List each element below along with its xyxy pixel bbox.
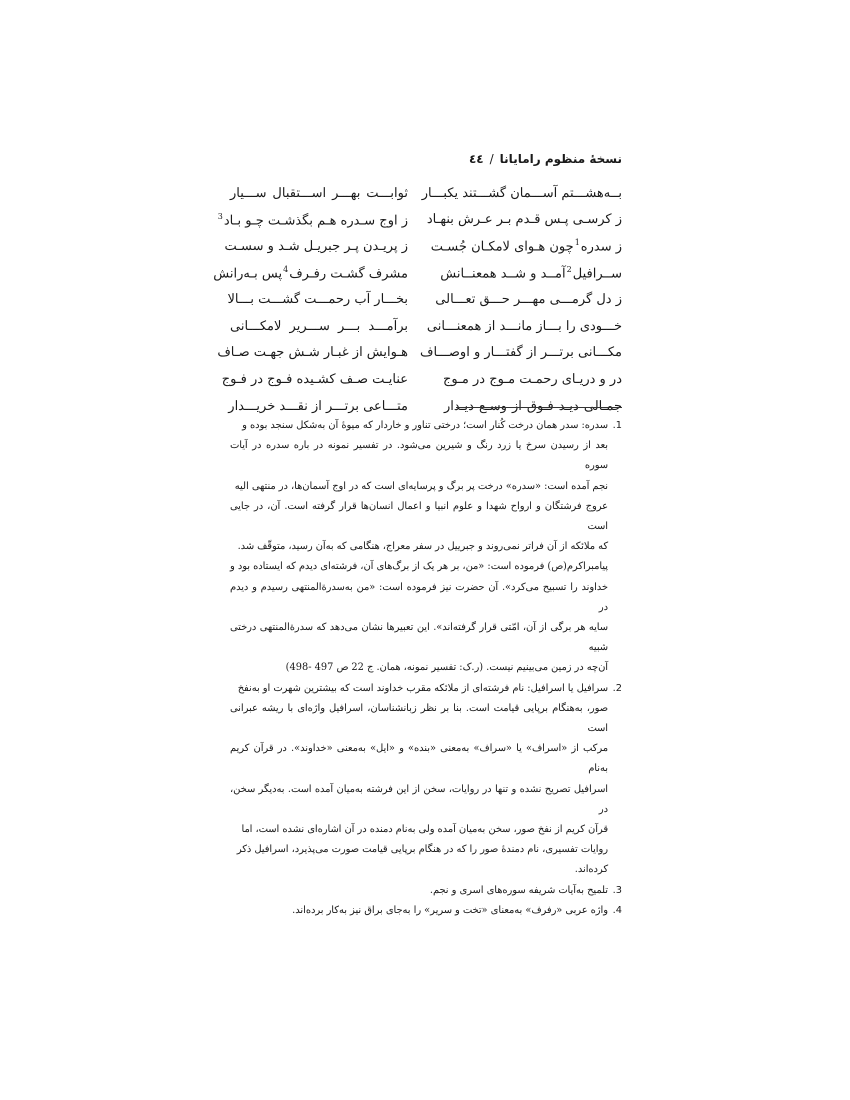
footnote-line: سرافیل یا اسرافیل: نام فرشته‌ای از ملائکه مقرب خداوند است که بیشترین شهرت او به‌نفخ	[237, 682, 608, 694]
hemistich-right: ز کرسـی پـس قـدم بـر عـرش بنهـاد	[426, 212, 622, 228]
footnote-line: روایات تفسیری، نام دمندهٔ صور را که در هنگام برپایی قیامت صورت می‌پذیرد، اسرافیل ذکر	[236, 844, 608, 856]
footnote-line: که ملائکه از آن فراتر نمی‌روند و جبرییل در سفر معراج، هنگامی که به‌آن رسید، متوقّف شد.	[237, 541, 608, 553]
hemistich-text-rest: چون هـوای لامکـان جُسـت	[430, 239, 574, 255]
footnote-ref-1[interactable]: 1	[574, 238, 580, 248]
hemistich-right: در و دریـای رحمـت مـوج در مـوج	[443, 371, 622, 387]
couplet-1	[230, 180, 622, 207]
hemistich-right: جمـالی دیـد فـوق از وسـع دیـدار	[444, 398, 622, 414]
footnote-number: 2.	[612, 682, 622, 694]
hemistich-right	[440, 264, 622, 282]
footnote-number: 1.	[612, 420, 622, 431]
hemistich-text: ز سدره	[580, 239, 622, 255]
couplet-5	[227, 286, 622, 313]
header-separator: /	[489, 152, 494, 166]
couplet-3	[224, 233, 622, 260]
book-title: نسخهٔ منظوم رامایانا	[499, 152, 622, 166]
footnote-line: نجم آمده است: «سدره» درخت پر برگ و پرسایه‌ای است که در اوج آسمان‌ها، در منتهی الیه	[234, 480, 608, 492]
footnote-1	[230, 416, 622, 679]
hemistich-left	[213, 264, 408, 282]
footnote-line: اسرافیل تصریح نشده و تنها در روایات، سخن از این فرشته به‌میان آمده است. به‌دیگر سخن، در	[230, 783, 608, 815]
footnote-line: عروج فرشتگان و ارواح شهدا و علوم انبیا و اعمال انسان‌ها قرار گرفته است. آن، در جایی است	[230, 500, 608, 533]
hemistich-left: برآمـــد بـــر ســـریر لامکـــانی	[230, 318, 408, 334]
poem	[213, 180, 622, 419]
footnote-line: سایه هر برگی از آن، امّتی قرار گرفته‌اند». این تعبیرها نشان می‌دهد که سدرةالمنتهی درختی شبیه	[230, 622, 608, 654]
hemistich-right: خـــودی را بـــاز مانـــد از همعنـــانی	[426, 318, 622, 334]
footnote-text	[230, 901, 608, 921]
hemistich-text: ز اوج سـدره هـم بگذشـت چـو بـاد	[223, 213, 408, 229]
hemistich-right: ز دل گرمـــی مهـــر حـــق تعـــالی	[435, 292, 622, 308]
footnote-number: 3.	[612, 884, 622, 896]
footnote-2	[230, 679, 622, 881]
hemistich-left: هـوایش از غبـار شـش جهـت صـاف	[217, 345, 408, 361]
page-number: ٤٤	[468, 152, 484, 166]
footnote-line: صور، به‌هنگام برپایی قیامت است. بنا بر نظر زبانشناسان، اسرافیل واژه‌ای با ریشه عبرانی است	[230, 702, 608, 735]
footnote-divider	[456, 407, 622, 408]
footnote-ref-4[interactable]: 4	[283, 264, 289, 274]
footnote-text	[230, 416, 608, 679]
footnote-line: خداوند را تسبیح می‌کرد». آن حضرت نیز فرموده است: «من به‌سدرةالمنتهی رسیدم و دیدم در	[230, 581, 608, 613]
footnote-line: آن‌چه در زمین می‌بینیم نیست. (ر.ک: تفسیر نمونه، همان. ج 22 ص 497 -498)	[285, 662, 608, 674]
hemistich-text: مشرف گشـت رفـرف	[289, 266, 408, 282]
hemistich-left: ز پریـدن پـر جبریـل شـد و سسـت	[224, 238, 408, 254]
hemistich-right	[430, 238, 622, 255]
couplet-6	[230, 313, 622, 340]
hemistich-right: مکـــانی برتـــر از گفتـــار و اوصـــاف	[420, 345, 622, 361]
footnotes	[230, 416, 622, 921]
couplet-2	[217, 207, 622, 234]
hemistich-left: متـــاعی برتـــر از نقـــد خریـــدار	[228, 398, 408, 414]
hemistich-left	[217, 211, 408, 229]
footnote-line: پیامبراکرم(ص) فرموده است: «من، بر هر یک از برگ‌های آن، فرشته‌ای دیدم که ایستاده بود و	[229, 561, 608, 573]
hemistich-text-rest: آمــد و شــد همعنــانش	[440, 266, 566, 282]
footnote-line: سدره: سدر همان درخت کُنار است؛ درختی تناور و خاردار که میوهٔ آن به‌شکل سنجد بوده و	[242, 420, 608, 431]
footnote-line: تلمیح به‌آیات شریفه سوره‌های اسری و نجم.	[429, 884, 608, 896]
footnote-line: مرکب از «اسراف» یا «سراف» به‌معنی «بنده» و «ایل» به‌معنی «خداوند». در قرآن کریم به‌نام	[230, 743, 608, 775]
hemistich-left: بخـــار آب رحمـــت گشـــت بـــالا	[227, 292, 408, 308]
hemistich-right: بــه‌هشـــتم آســـمان گشـــتند یکبـــار	[421, 185, 622, 201]
footnote-text	[230, 881, 608, 901]
couplet-8	[221, 366, 622, 393]
footnote-line: واژه عربی «رفرف» به‌معنای «تخت و سریر» را به‌جای براق نیز به‌کار برده‌اند.	[292, 904, 608, 916]
footnote-line: قرآن کریم از نفخ صور، سخن به‌میان آمده ولی به‌نام دمنده در آن اشاره‌ای نشده است، اما	[241, 824, 608, 836]
footnote-number: 4.	[612, 904, 622, 916]
couplet-4	[213, 260, 622, 287]
footnote-4	[230, 901, 622, 921]
hemistich-text: ســرافیل	[572, 266, 622, 282]
footnote-ref-3[interactable]: 3	[217, 211, 223, 221]
footnote-text	[230, 679, 608, 881]
hemistich-left: ثوابـــت بهـــر اســـتقبال ســـیار	[230, 185, 408, 201]
hemistich-left: عنایـت صـف کشـیده فـوج در فـوج	[221, 371, 408, 387]
footnote-line: بعد از رسیدن سرخ یا زرد رنگ و شیرین می‌شود. در تفسیر نمونه در باره سدره در آیات سوره	[230, 440, 608, 472]
footnote-3	[230, 881, 622, 901]
footnote-ref-2[interactable]: 2	[566, 264, 572, 274]
footnote-line: کرده‌اند.	[574, 864, 608, 876]
hemistich-text-rest: پس بـه‌رانش	[213, 266, 283, 282]
running-header	[469, 152, 622, 166]
couplet-7	[217, 340, 622, 367]
